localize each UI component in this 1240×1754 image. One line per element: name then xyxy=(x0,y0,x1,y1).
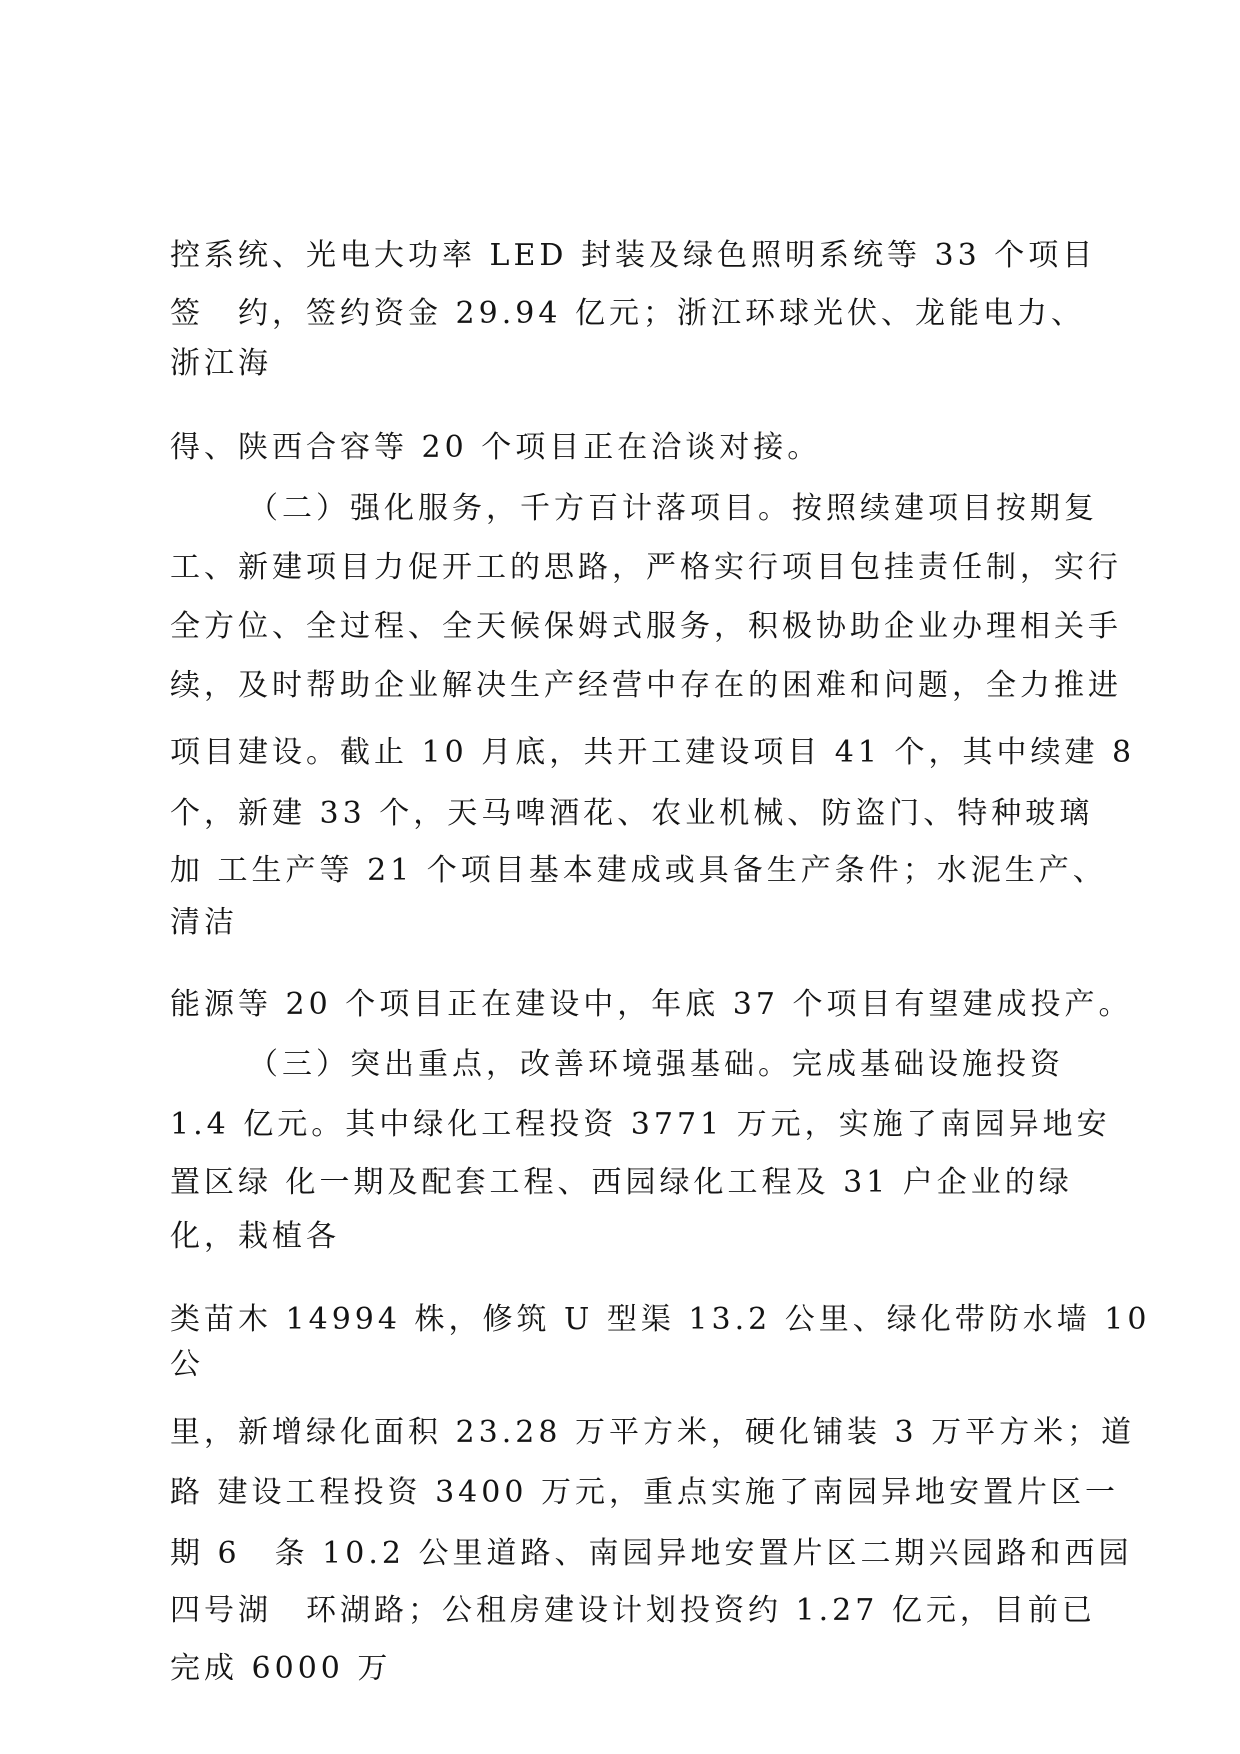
text-line-21: 路 建设工程投资 3400 万元，重点实施了南园异地安置片区一 xyxy=(170,1475,1119,1510)
text-line-12: 清洁 xyxy=(170,905,238,940)
text-line-5: （二）强化服务，千方百计落项目。按照续建项目按期复 xyxy=(248,491,1098,526)
text-line-1: 控系统、光电大功率 LED 封装及绿色照明系统等 33 个项目 xyxy=(170,238,1097,273)
text-line-3: 浙江海 xyxy=(170,346,272,381)
text-line-11: 加 工生产等 21 个项目基本建成或具备生产条件；水泥生产、 xyxy=(170,853,1107,888)
text-line-24: 完成 6000 万 xyxy=(170,1651,392,1686)
text-line-22: 期 6 条 10.2 公里道路、南园异地安置片区二期兴园路和西园 xyxy=(170,1536,1133,1571)
text-line-13: 能源等 20 个项目正在建设中，年底 37 个项目有望建成投产。 xyxy=(170,987,1133,1022)
text-line-16: 置区绿 化一期及配套工程、西园绿化工程及 31 户企业的绿 xyxy=(170,1165,1073,1200)
text-line-17: 化，栽植各 xyxy=(170,1219,340,1254)
text-line-9: 项目建设。截止 10 月底，共开工建设项目 41 个，其中续建 8 xyxy=(170,735,1136,770)
text-line-14: （三）突出重点，改善环境强基础。完成基础设施投资 xyxy=(248,1047,1064,1082)
text-line-19: 公 xyxy=(170,1347,204,1382)
text-line-4: 得、陕西合容等 20 个项目正在洽谈对接。 xyxy=(170,430,822,465)
text-line-10: 个，新建 33 个，天马啤酒花、农业机械、防盗门、特种玻璃 xyxy=(170,796,1094,831)
text-line-18: 类苗木 14994 株，修筑 U 型渠 13.2 公里、绿化带防水墙 10 xyxy=(170,1302,1151,1337)
text-line-20: 里，新增绿化面积 23.28 万平方米，硬化铺装 3 万平方米；道 xyxy=(170,1415,1136,1450)
text-line-8: 续，及时帮助企业解决生产经营中存在的困难和问题，全力推进 xyxy=(170,668,1122,703)
text-line-6: 工、新建项目力促开工的思路，严格实行项目包挂责任制，实行 xyxy=(170,550,1122,585)
text-line-2: 签 约，签约资金 29.94 亿元；浙江环球光伏、龙能电力、 xyxy=(170,296,1085,331)
text-line-23: 四号湖 环湖路；公租房建设计划投资约 1.27 亿元，目前已 xyxy=(170,1593,1096,1628)
text-line-7: 全方位、全过程、全天候保姆式服务，积极协助企业办理相关手 xyxy=(170,609,1122,644)
text-line-15: 1.4 亿元。其中绿化工程投资 3771 万元，实施了南园异地安 xyxy=(170,1107,1111,1142)
